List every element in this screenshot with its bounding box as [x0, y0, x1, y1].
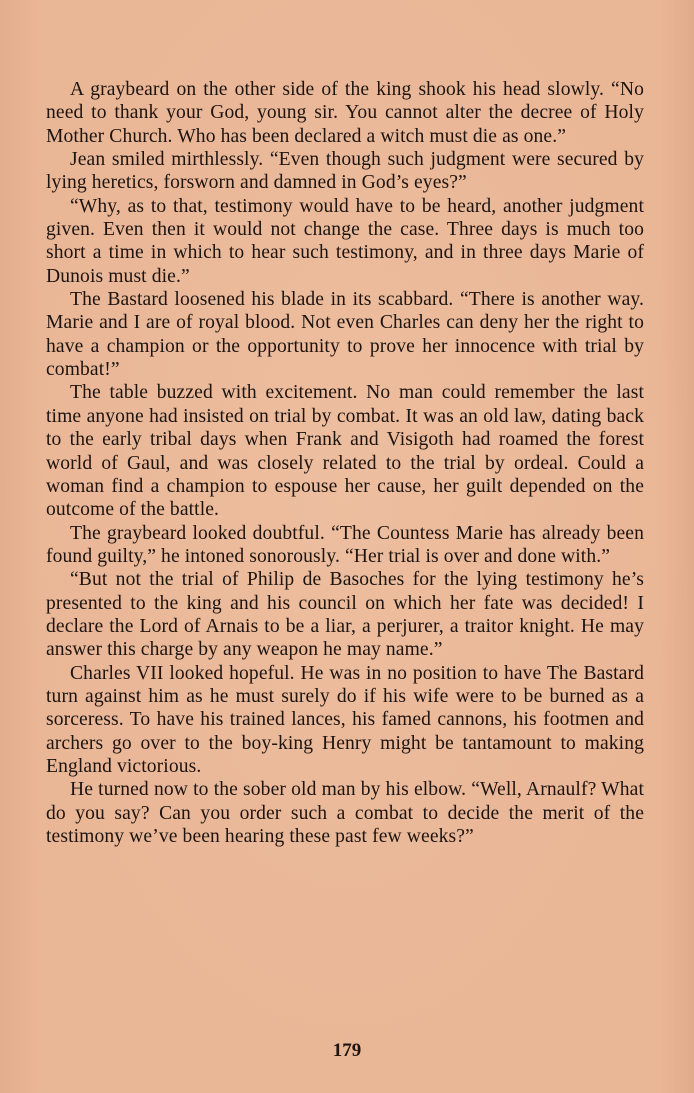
paragraph: “But not the trial of Philip de Basoches for the lying testimony he’s presented to the king and his council on which her fate was decided! I declare the Lord of Arnais to be a liar, a perjurer, a traitor knight. He may answer this charge by any weapon he may name.” — [46, 569, 644, 661]
paragraph: The table buzzed with excitement. No man could remember the last time anyone had insisted on trial by combat. It was an old law, dating back to the early tribal days when Frank and Visigoth had roamed the forest world of Gaul, and was closely related to the trial by ordeal. Could a woman find a champion to espouse her cause, her guilt depended on the outcome of the battle. — [46, 382, 644, 521]
paragraph: The graybeard looked doubtful. “The Countess Marie has already been found guilty,” he intoned sonorously. “Her trial is over and done with.” — [46, 522, 644, 567]
paragraph: He turned now to the sober old man by his elbow. “Well, Arnaulf? What do you say? Can you order such a combat to decide the merit of the testimony we’ve been hearing these past few weeks?” — [46, 779, 644, 847]
paragraph: Charles VII looked hopeful. He was in no position to have The Bastard turn against him as he must surely do if his wife were to be burned as a sorceress. To have his trained lances, his famed cannons, his footmen and archers go over to the boy-king Henry might be tantamount to making England victorious. — [46, 662, 644, 777]
paragraph: “Why, as to that, testimony would have to be heard, another judgment given. Even then it would not change the case. Three days is much too short a time in which to hear such testimony, and in three days Marie of Dunois must die.” — [46, 195, 644, 287]
paragraph: The Bastard loosened his blade in its scabbard. “There is another way. Marie and I are of royal blood. Not even Charles can deny her the right to have a champion or the opportunity to prove her innocence with trial by combat!” — [46, 289, 644, 381]
paragraph: Jean smiled mirthlessly. “Even though such judgment were secured by lying heretics, forsworn and damned in God’s eyes?” — [46, 149, 644, 194]
body-text — [46, 78, 644, 848]
page-number: 179 — [332, 1040, 362, 1061]
paragraph: A graybeard on the other side of the king shook his head slowly. “No need to thank your God, young sir. You cannot alter the decree of Holy Mother Church. Who has been declared a witch must die as one.” — [46, 79, 644, 147]
